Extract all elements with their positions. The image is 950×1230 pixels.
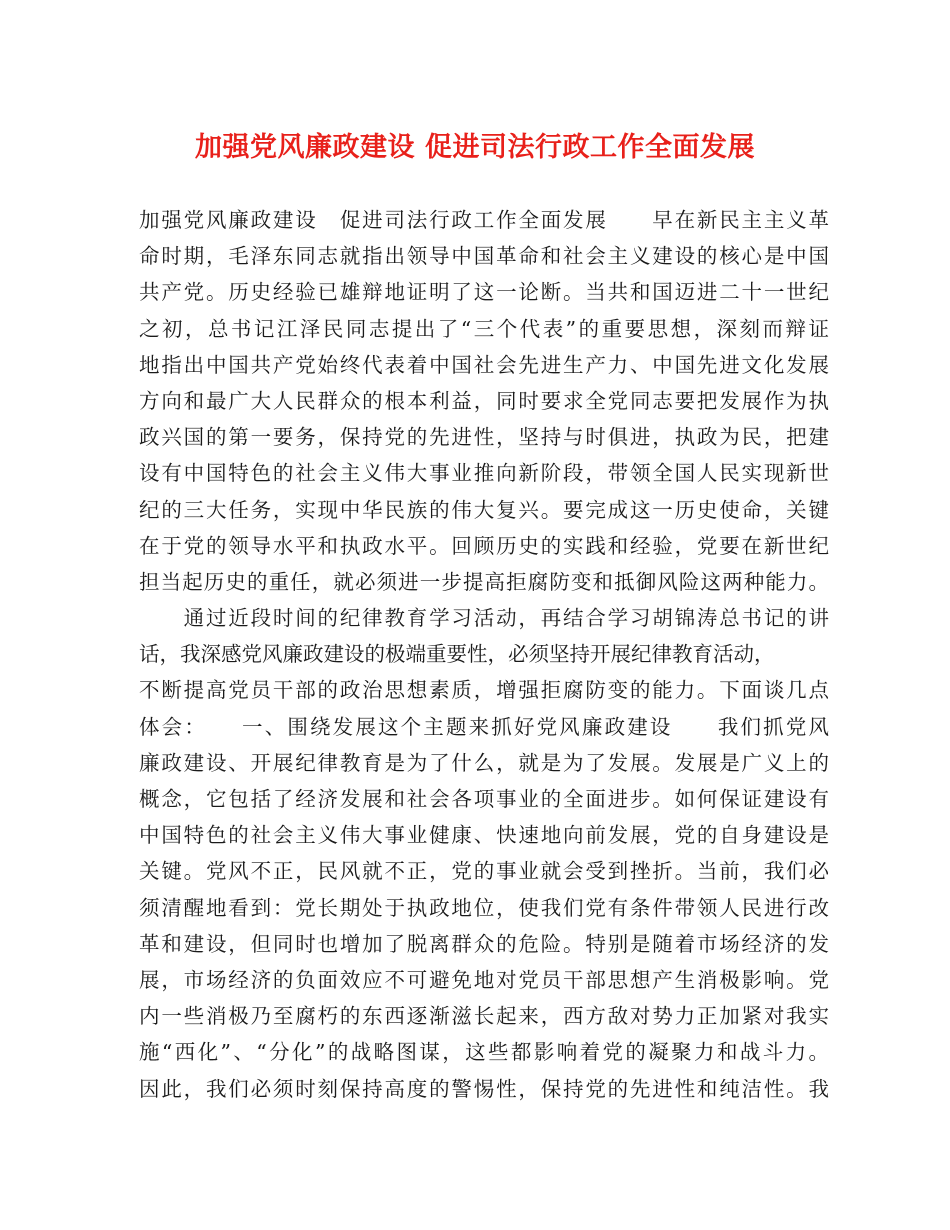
body-line: 内一些消极乃至腐朽的东西逐渐滋长起来，西方敌对势力正加紧对我实 (139, 1004, 829, 1029)
body-line: 加强党风廉政建设 促进司法行政工作全面发展 早在新民主主义革 (139, 208, 829, 232)
body-line: 政兴国的第一要务，保持党的先进性，坚持与时俱进，执政为民，把建 (139, 425, 829, 450)
body-line: 不断提高党员干部的政治思想素质，增强拒腐防变的能力。下面谈几点 (139, 678, 829, 703)
body-line: 概念，它包括了经济发展和社会各项事业的全面进步。如何保证建设有 (139, 787, 829, 811)
body-line: 在于党的领导水平和执政水平。回顾历史的实践和经验，党要在新世纪 (139, 533, 829, 558)
body-line: 革和建设，但同时也增加了脱离群众的危险。特别是随着市场经济的发 (139, 931, 829, 956)
body-line: 廉政建设、开展纪律教育是为了什么，就是为了发展。发展是广义上的 (139, 750, 829, 775)
document-title: 加强党风廉政建设 促进司法行政工作全面发展 (195, 132, 755, 163)
body-line: 话，我深感党风廉政建设的极端重要性，必须坚持开展纪律教育活动， (139, 642, 775, 667)
body-line: 纪的三大任务，实现中华民族的伟大复兴。要完成这一历史使命，关键 (139, 497, 829, 522)
body-line: 共产党。历史经验已雄辩地证明了这一论断。当共和国迈进二十一世纪 (139, 280, 829, 305)
body-line: 命时期，毛泽东同志就指出领导中国革命和社会主义建设的核心是中国 (139, 244, 829, 269)
body-line: 体会： 一、围绕发展这个主题来抓好党风廉政建设 我们抓党风 (139, 714, 829, 739)
document-body (139, 202, 829, 1107)
body-line: 关键。党风不正，民风就不正，党的事业就会受到挫折。当前，我们必 (139, 859, 829, 884)
body-line: 担当起历史的重任，就必须进一步提高拒腐防变和抵御风险这两种能力。 (139, 569, 829, 594)
body-line: 须清醒地看到：党长期处于执政地位，使我们党有条件带领人民进行改 (139, 895, 829, 920)
body-line: 施“西化”、“分化”的战略图谋，这些都影响着党的凝聚力和战斗力。 (139, 1040, 829, 1065)
body-line: 展，市场经济的负面效应不可避免地对党员干部思想产生消极影响。党 (139, 967, 829, 992)
body-line: 方向和最广大人民群众的根本利益，同时要求全党同志要把发展作为执 (139, 388, 829, 413)
body-line: 通过近段时间的纪律教育学习活动，再结合学习胡锦涛总书记的讲 (139, 606, 829, 631)
body-line: 之初，总书记江泽民同志提出了“三个代表”的重要思想，深刻而辩证 (139, 316, 829, 341)
body-line: 因此，我们必须时刻保持高度的警惕性，保持党的先进性和纯洁性。我 (139, 1076, 829, 1101)
body-line: 地指出中国共产党始终代表着中国社会先进生产力、中国先进文化发展 (139, 352, 829, 377)
body-line: 设有中国特色的社会主义伟大事业推向新阶段，带领全国人民实现新世 (139, 461, 829, 486)
body-line: 中国特色的社会主义伟大事业健康、快速地向前发展，党的自身建设是 (139, 823, 829, 848)
